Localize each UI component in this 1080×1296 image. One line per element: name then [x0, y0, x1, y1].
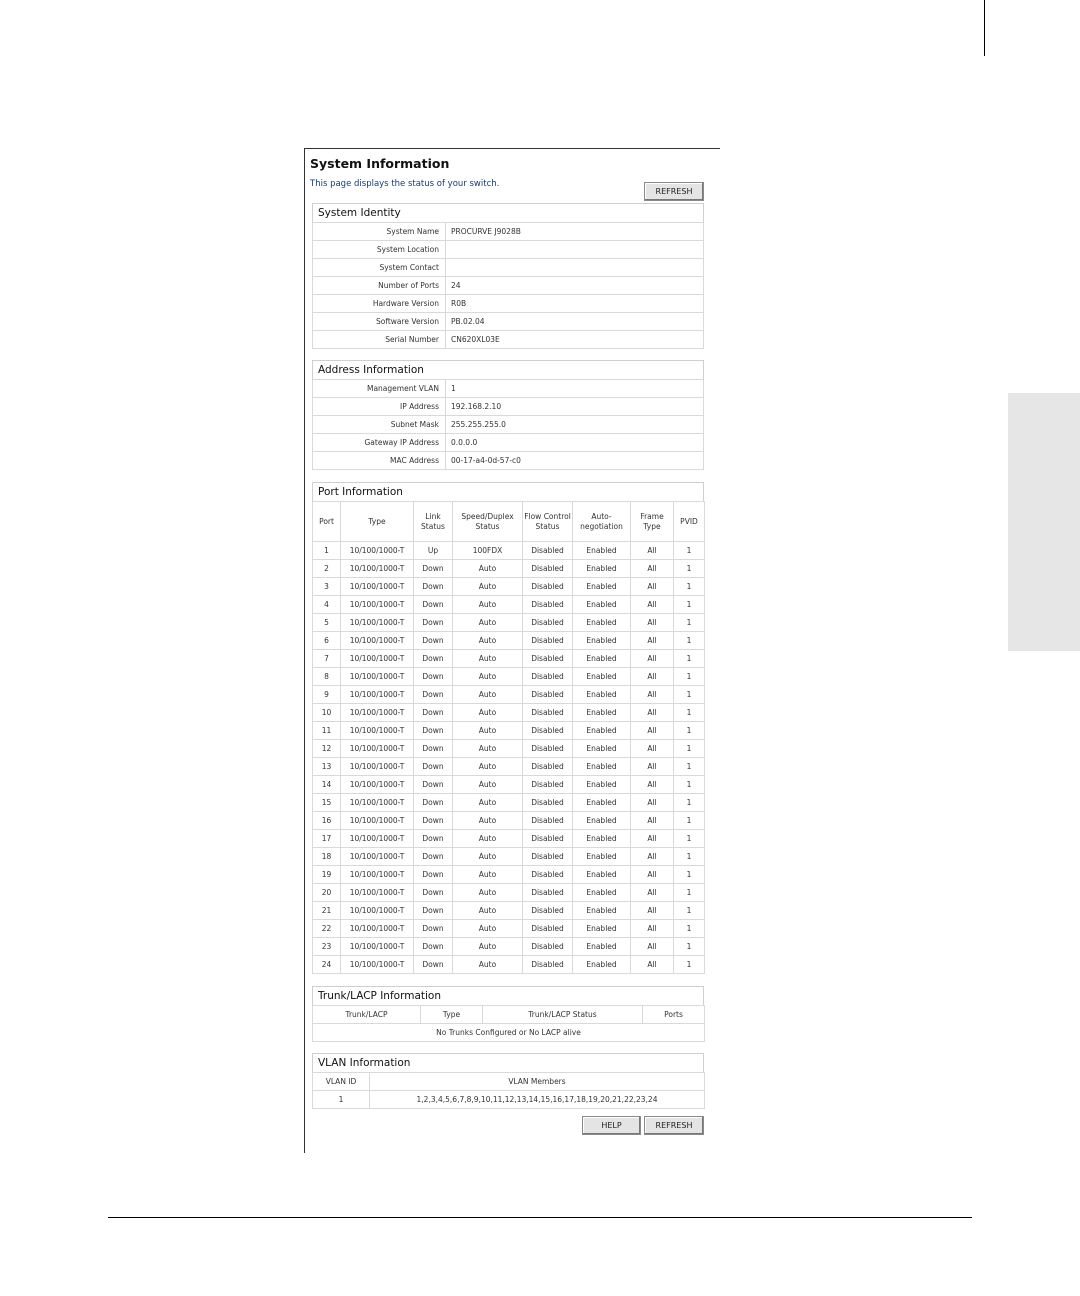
port-cell-speed-duplex: Auto [453, 686, 523, 704]
port-cell-pvid: 1 [674, 938, 705, 956]
help-button[interactable]: HELP [582, 1116, 641, 1135]
port-cell-flow-control: Disabled [523, 884, 573, 902]
kv-row [313, 398, 704, 416]
port-cell-port: 7 [313, 650, 341, 668]
port-cell-speed-duplex: Auto [453, 866, 523, 884]
port-cell-speed-duplex: Auto [453, 614, 523, 632]
port-cell-pvid: 1 [674, 686, 705, 704]
port-cell-pvid: 1 [674, 794, 705, 812]
port-cell-flow-control: Disabled [523, 722, 573, 740]
table-row [313, 902, 705, 920]
port-cell-pvid: 1 [674, 578, 705, 596]
port-cell-flow-control: Disabled [523, 794, 573, 812]
port-cell-pvid: 1 [674, 596, 705, 614]
port-cell-pvid: 1 [674, 740, 705, 758]
table-row [313, 578, 705, 596]
vlan-header-id: VLAN ID [313, 1073, 370, 1091]
port-cell-frame-type: All [631, 560, 674, 578]
vlan-members-cell: 1,2,3,4,5,6,7,8,9,10,11,12,13,14,15,16,17,18,19,20,21,22,23,24 [370, 1091, 705, 1109]
port-cell-speed-duplex: Auto [453, 704, 523, 722]
kv-label: IP Address [313, 398, 446, 416]
port-cell-auto-negotiation: Enabled [573, 812, 631, 830]
port-cell-auto-negotiation: Enabled [573, 848, 631, 866]
port-cell-link-status: Down [414, 830, 453, 848]
address-information-title: Address Information [312, 360, 704, 379]
port-cell-link-status: Down [414, 938, 453, 956]
port-cell-type: 10/100/1000-T [341, 596, 414, 614]
kv-row [313, 313, 704, 331]
port-cell-link-status: Down [414, 884, 453, 902]
port-header-port: Port [313, 502, 341, 542]
port-cell-flow-control: Disabled [523, 938, 573, 956]
port-cell-auto-negotiation: Enabled [573, 686, 631, 704]
system-identity-table [312, 222, 704, 349]
footer-rule [108, 1217, 972, 1218]
port-cell-frame-type: All [631, 722, 674, 740]
port-cell-flow-control: Disabled [523, 758, 573, 776]
system-information-panel [304, 148, 720, 1153]
port-cell-frame-type: All [631, 542, 674, 560]
port-header-pvid: PVID [674, 502, 705, 542]
panel-top-border [304, 148, 720, 149]
port-cell-flow-control: Disabled [523, 704, 573, 722]
port-cell-port: 24 [313, 956, 341, 974]
port-cell-port: 15 [313, 794, 341, 812]
port-cell-frame-type: All [631, 956, 674, 974]
table-row [313, 920, 705, 938]
port-cell-link-status: Down [414, 920, 453, 938]
port-cell-pvid: 1 [674, 758, 705, 776]
port-cell-pvid: 1 [674, 884, 705, 902]
port-cell-type: 10/100/1000-T [341, 794, 414, 812]
table-row [313, 776, 705, 794]
port-cell-auto-negotiation: Enabled [573, 578, 631, 596]
address-information-table [312, 379, 704, 470]
kv-value: PB.02.04 [446, 313, 704, 331]
port-cell-type: 10/100/1000-T [341, 776, 414, 794]
port-cell-frame-type: All [631, 578, 674, 596]
table-row [313, 884, 705, 902]
port-cell-speed-duplex: Auto [453, 722, 523, 740]
port-cell-flow-control: Disabled [523, 866, 573, 884]
port-cell-type: 10/100/1000-T [341, 902, 414, 920]
port-cell-speed-duplex: Auto [453, 830, 523, 848]
port-cell-type: 10/100/1000-T [341, 866, 414, 884]
port-information-section [312, 482, 704, 974]
port-cell-port: 12 [313, 740, 341, 758]
table-row [313, 614, 705, 632]
table-row [313, 686, 705, 704]
port-cell-port: 10 [313, 704, 341, 722]
port-cell-type: 10/100/1000-T [341, 704, 414, 722]
top-rule [984, 0, 985, 56]
trunk-header-trunk-lacp: Trunk/LACP [313, 1006, 421, 1024]
port-cell-auto-negotiation: Enabled [573, 704, 631, 722]
port-cell-frame-type: All [631, 794, 674, 812]
port-cell-type: 10/100/1000-T [341, 614, 414, 632]
port-cell-frame-type: All [631, 596, 674, 614]
port-cell-port: 16 [313, 812, 341, 830]
port-cell-pvid: 1 [674, 920, 705, 938]
port-cell-pvid: 1 [674, 722, 705, 740]
kv-value: PROCURVE J9028B [446, 223, 704, 241]
trunk-lacp-table [312, 1005, 705, 1042]
table-row [313, 650, 705, 668]
port-cell-link-status: Down [414, 956, 453, 974]
port-cell-speed-duplex: Auto [453, 956, 523, 974]
table-row [313, 848, 705, 866]
refresh-button-bottom[interactable]: REFRESH [644, 1116, 704, 1135]
port-cell-port: 21 [313, 902, 341, 920]
port-cell-auto-negotiation: Enabled [573, 884, 631, 902]
port-cell-pvid: 1 [674, 776, 705, 794]
kv-row [313, 331, 704, 349]
port-cell-auto-negotiation: Enabled [573, 650, 631, 668]
page-description: This page displays the status of your switch. [310, 179, 500, 189]
kv-row [313, 277, 704, 295]
address-information-section [312, 360, 704, 470]
kv-value: 24 [446, 277, 704, 295]
panel-left-border [304, 148, 305, 1153]
port-header-flow-control: Flow Control Status [523, 502, 573, 542]
port-cell-link-status: Down [414, 794, 453, 812]
port-cell-auto-negotiation: Enabled [573, 902, 631, 920]
port-cell-speed-duplex: Auto [453, 794, 523, 812]
port-cell-port: 9 [313, 686, 341, 704]
port-cell-frame-type: All [631, 938, 674, 956]
port-cell-type: 10/100/1000-T [341, 740, 414, 758]
port-cell-port: 4 [313, 596, 341, 614]
port-cell-flow-control: Disabled [523, 578, 573, 596]
port-cell-auto-negotiation: Enabled [573, 776, 631, 794]
vlan-row [313, 1091, 705, 1109]
port-cell-auto-negotiation: Enabled [573, 542, 631, 560]
trunk-header-type: Type [421, 1006, 483, 1024]
port-cell-auto-negotiation: Enabled [573, 758, 631, 776]
port-cell-auto-negotiation: Enabled [573, 614, 631, 632]
port-cell-flow-control: Disabled [523, 776, 573, 794]
port-cell-pvid: 1 [674, 902, 705, 920]
port-cell-type: 10/100/1000-T [341, 956, 414, 974]
port-cell-speed-duplex: Auto [453, 776, 523, 794]
table-row [313, 812, 705, 830]
port-cell-speed-duplex: Auto [453, 902, 523, 920]
kv-row [313, 452, 704, 470]
port-cell-type: 10/100/1000-T [341, 578, 414, 596]
port-cell-frame-type: All [631, 848, 674, 866]
port-cell-auto-negotiation: Enabled [573, 866, 631, 884]
port-cell-frame-type: All [631, 902, 674, 920]
vlan-information-title: VLAN Information [312, 1053, 704, 1072]
kv-label: System Name [313, 223, 446, 241]
port-cell-speed-duplex: Auto [453, 812, 523, 830]
trunk-header-status: Trunk/LACP Status [483, 1006, 643, 1024]
port-cell-speed-duplex: 100FDX [453, 542, 523, 560]
port-cell-pvid: 1 [674, 542, 705, 560]
port-cell-link-status: Down [414, 776, 453, 794]
port-cell-frame-type: All [631, 776, 674, 794]
port-cell-frame-type: All [631, 686, 674, 704]
port-cell-link-status: Down [414, 614, 453, 632]
port-cell-type: 10/100/1000-T [341, 632, 414, 650]
port-cell-auto-negotiation: Enabled [573, 938, 631, 956]
vlan-information-section [312, 1053, 704, 1109]
port-cell-type: 10/100/1000-T [341, 920, 414, 938]
port-cell-speed-duplex: Auto [453, 650, 523, 668]
kv-value: R0B [446, 295, 704, 313]
port-cell-link-status: Down [414, 902, 453, 920]
kv-value: 255.255.255.0 [446, 416, 704, 434]
kv-label: MAC Address [313, 452, 446, 470]
port-cell-link-status: Down [414, 668, 453, 686]
port-cell-port: 8 [313, 668, 341, 686]
port-cell-speed-duplex: Auto [453, 668, 523, 686]
port-cell-type: 10/100/1000-T [341, 686, 414, 704]
kv-label: Number of Ports [313, 277, 446, 295]
port-cell-frame-type: All [631, 632, 674, 650]
port-information-title: Port Information [312, 482, 704, 501]
port-cell-frame-type: All [631, 812, 674, 830]
port-cell-pvid: 1 [674, 560, 705, 578]
port-cell-auto-negotiation: Enabled [573, 920, 631, 938]
kv-row [313, 416, 704, 434]
table-row [313, 560, 705, 578]
kv-row [313, 380, 704, 398]
port-cell-link-status: Down [414, 722, 453, 740]
port-cell-flow-control: Disabled [523, 830, 573, 848]
port-cell-type: 10/100/1000-T [341, 848, 414, 866]
port-cell-flow-control: Disabled [523, 740, 573, 758]
table-row [313, 722, 705, 740]
port-cell-flow-control: Disabled [523, 848, 573, 866]
trunk-empty-message: No Trunks Configured or No LACP alive [313, 1024, 705, 1042]
port-cell-port: 23 [313, 938, 341, 956]
port-cell-flow-control: Disabled [523, 614, 573, 632]
vlan-id-cell: 1 [313, 1091, 370, 1109]
port-cell-frame-type: All [631, 758, 674, 776]
port-cell-type: 10/100/1000-T [341, 650, 414, 668]
kv-value [446, 259, 704, 277]
kv-label: Gateway IP Address [313, 434, 446, 452]
port-cell-link-status: Down [414, 596, 453, 614]
port-cell-speed-duplex: Auto [453, 578, 523, 596]
port-cell-flow-control: Disabled [523, 650, 573, 668]
port-cell-type: 10/100/1000-T [341, 542, 414, 560]
port-cell-flow-control: Disabled [523, 920, 573, 938]
table-row [313, 596, 705, 614]
port-cell-frame-type: All [631, 920, 674, 938]
port-cell-speed-duplex: Auto [453, 596, 523, 614]
port-cell-auto-negotiation: Enabled [573, 740, 631, 758]
port-cell-port: 2 [313, 560, 341, 578]
port-cell-frame-type: All [631, 740, 674, 758]
port-cell-pvid: 1 [674, 668, 705, 686]
port-cell-speed-duplex: Auto [453, 920, 523, 938]
table-row [313, 956, 705, 974]
trunk-header-ports: Ports [643, 1006, 705, 1024]
port-cell-link-status: Down [414, 704, 453, 722]
port-cell-pvid: 1 [674, 830, 705, 848]
port-cell-link-status: Up [414, 542, 453, 560]
port-cell-flow-control: Disabled [523, 668, 573, 686]
kv-label: System Location [313, 241, 446, 259]
trunk-lacp-section [312, 986, 704, 1042]
port-cell-pvid: 1 [674, 848, 705, 866]
vlan-information-table [312, 1072, 705, 1109]
kv-value: 0.0.0.0 [446, 434, 704, 452]
port-cell-pvid: 1 [674, 866, 705, 884]
port-cell-speed-duplex: Auto [453, 740, 523, 758]
port-header-frame-type: Frame Type [631, 502, 674, 542]
port-cell-link-status: Down [414, 848, 453, 866]
port-cell-auto-negotiation: Enabled [573, 632, 631, 650]
port-cell-frame-type: All [631, 704, 674, 722]
table-row [313, 866, 705, 884]
port-cell-flow-control: Disabled [523, 956, 573, 974]
table-row [313, 758, 705, 776]
port-cell-link-status: Down [414, 560, 453, 578]
kv-row [313, 259, 704, 277]
table-row [313, 794, 705, 812]
port-cell-port: 22 [313, 920, 341, 938]
port-cell-flow-control: Disabled [523, 902, 573, 920]
kv-row [313, 434, 704, 452]
port-cell-link-status: Down [414, 812, 453, 830]
port-cell-link-status: Down [414, 758, 453, 776]
port-cell-type: 10/100/1000-T [341, 938, 414, 956]
table-row [313, 938, 705, 956]
port-cell-port: 20 [313, 884, 341, 902]
port-cell-pvid: 1 [674, 956, 705, 974]
port-cell-frame-type: All [631, 614, 674, 632]
port-cell-frame-type: All [631, 884, 674, 902]
port-cell-flow-control: Disabled [523, 596, 573, 614]
kv-row [313, 241, 704, 259]
kv-label: Management VLAN [313, 380, 446, 398]
port-cell-port: 19 [313, 866, 341, 884]
port-cell-link-status: Down [414, 740, 453, 758]
port-cell-link-status: Down [414, 686, 453, 704]
port-cell-auto-negotiation: Enabled [573, 668, 631, 686]
port-cell-port: 18 [313, 848, 341, 866]
port-cell-speed-duplex: Auto [453, 884, 523, 902]
port-cell-type: 10/100/1000-T [341, 884, 414, 902]
port-header-link-status: Link Status [414, 502, 453, 542]
port-cell-type: 10/100/1000-T [341, 758, 414, 776]
table-row [313, 542, 705, 560]
system-identity-section [312, 203, 704, 349]
port-cell-frame-type: All [631, 650, 674, 668]
table-row [313, 830, 705, 848]
kv-label: Subnet Mask [313, 416, 446, 434]
port-cell-frame-type: All [631, 866, 674, 884]
port-cell-pvid: 1 [674, 812, 705, 830]
port-cell-link-status: Down [414, 866, 453, 884]
port-cell-flow-control: Disabled [523, 632, 573, 650]
port-header-auto-negotiation: Auto-negotiation [573, 502, 631, 542]
kv-value: CN620XL03E [446, 331, 704, 349]
port-cell-link-status: Down [414, 650, 453, 668]
kv-row [313, 295, 704, 313]
kv-value: 1 [446, 380, 704, 398]
page-title: System Information [310, 156, 450, 171]
port-cell-speed-duplex: Auto [453, 632, 523, 650]
port-cell-port: 17 [313, 830, 341, 848]
port-cell-speed-duplex: Auto [453, 758, 523, 776]
kv-value: 192.168.2.10 [446, 398, 704, 416]
port-cell-flow-control: Disabled [523, 686, 573, 704]
port-cell-auto-negotiation: Enabled [573, 794, 631, 812]
system-identity-title: System Identity [312, 203, 704, 222]
port-cell-auto-negotiation: Enabled [573, 956, 631, 974]
table-row [313, 632, 705, 650]
port-cell-frame-type: All [631, 830, 674, 848]
kv-label: Hardware Version [313, 295, 446, 313]
port-cell-type: 10/100/1000-T [341, 812, 414, 830]
port-cell-type: 10/100/1000-T [341, 668, 414, 686]
port-cell-speed-duplex: Auto [453, 560, 523, 578]
port-information-table [312, 501, 705, 974]
table-row [313, 704, 705, 722]
port-cell-speed-duplex: Auto [453, 848, 523, 866]
port-cell-type: 10/100/1000-T [341, 722, 414, 740]
vlan-header-members: VLAN Members [370, 1073, 705, 1091]
port-header-speed-duplex: Speed/Duplex Status [453, 502, 523, 542]
kv-row [313, 223, 704, 241]
port-cell-frame-type: All [631, 668, 674, 686]
port-cell-link-status: Down [414, 578, 453, 596]
port-cell-auto-negotiation: Enabled [573, 722, 631, 740]
port-cell-type: 10/100/1000-T [341, 560, 414, 578]
kv-value [446, 241, 704, 259]
port-cell-auto-negotiation: Enabled [573, 596, 631, 614]
port-cell-port: 5 [313, 614, 341, 632]
port-cell-flow-control: Disabled [523, 812, 573, 830]
port-cell-port: 11 [313, 722, 341, 740]
port-cell-pvid: 1 [674, 614, 705, 632]
port-cell-port: 14 [313, 776, 341, 794]
kv-label: Software Version [313, 313, 446, 331]
kv-label: Serial Number [313, 331, 446, 349]
port-cell-auto-negotiation: Enabled [573, 560, 631, 578]
refresh-button-top[interactable]: REFRESH [644, 182, 704, 201]
port-header-type: Type [341, 502, 414, 542]
table-row [313, 740, 705, 758]
port-cell-port: 13 [313, 758, 341, 776]
port-cell-pvid: 1 [674, 632, 705, 650]
kv-value: 00-17-a4-0d-57-c0 [446, 452, 704, 470]
port-cell-link-status: Down [414, 632, 453, 650]
port-cell-flow-control: Disabled [523, 542, 573, 560]
trunk-lacp-title: Trunk/LACP Information [312, 986, 704, 1005]
port-cell-pvid: 1 [674, 650, 705, 668]
port-cell-port: 6 [313, 632, 341, 650]
port-cell-speed-duplex: Auto [453, 938, 523, 956]
kv-label: System Contact [313, 259, 446, 277]
port-cell-flow-control: Disabled [523, 560, 573, 578]
port-cell-auto-negotiation: Enabled [573, 830, 631, 848]
port-cell-port: 1 [313, 542, 341, 560]
chapter-side-tab [1008, 393, 1080, 651]
table-row [313, 668, 705, 686]
port-cell-port: 3 [313, 578, 341, 596]
port-cell-type: 10/100/1000-T [341, 830, 414, 848]
port-cell-pvid: 1 [674, 704, 705, 722]
